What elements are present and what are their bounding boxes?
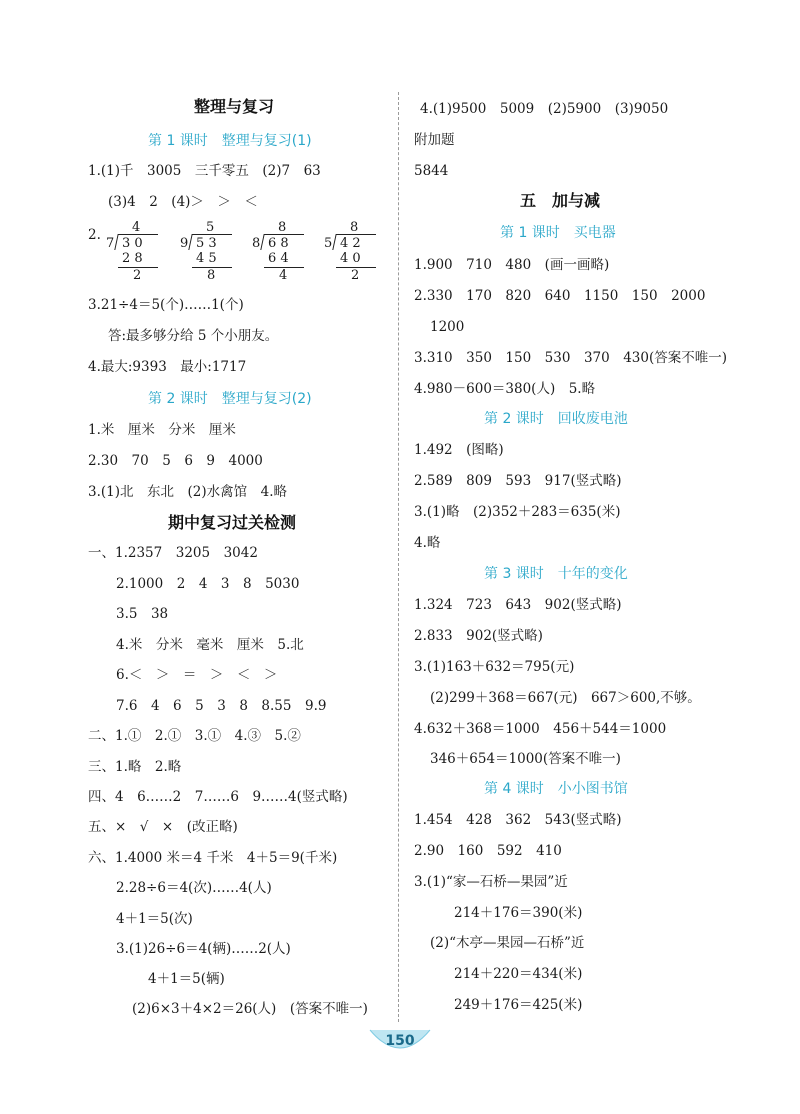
- answer-line: (2)6×3＋4×2＝26(人) (答案不唯一): [132, 1001, 368, 1017]
- answer-line: 2.28÷6＝4(次)……4(人): [116, 880, 272, 896]
- quotient: 5: [206, 220, 215, 235]
- answer-line: 3.(1)北 东北 (2)水禽馆 4.略: [88, 484, 288, 500]
- divisor: 9: [180, 236, 189, 251]
- answer-line: 4.略: [414, 535, 441, 551]
- division-bar: [118, 234, 158, 235]
- answer-line: 4.632＋368＝1000 456＋544＝1000: [414, 721, 667, 737]
- divisor: 5: [324, 236, 333, 251]
- answer-line: 5844: [414, 163, 449, 179]
- divisor: 7: [106, 236, 115, 251]
- answer-line: 1.492 (图略): [414, 442, 504, 458]
- answer-line: (2)299＋368＝667(元) 667＞600,不够。: [430, 690, 701, 706]
- answer-line: (3)4 2 (4)＞ ＞ ＜: [108, 194, 258, 210]
- answer-line: 3.(1)略 (2)352＋283＝635(米): [414, 504, 621, 520]
- section-title-midterm: 期中复习过关检测: [168, 513, 297, 532]
- answer-line: 214＋176＝390(米): [454, 905, 583, 921]
- answer-line: 2.30 70 5 6 9 4000: [88, 453, 263, 469]
- answer-line: 4＋1＝5(辆): [148, 971, 225, 987]
- dividend: 3 0: [122, 236, 143, 251]
- answer-line: 3.310 350 150 530 370 430(答案不唯一): [414, 350, 728, 366]
- answer-line: 214＋220＝434(米): [454, 966, 583, 982]
- answer-line: 1.(1)千 3005 三千零五 (2)7 63: [88, 163, 321, 179]
- division-bracket: [114, 234, 119, 250]
- lesson-title-1: 第 1 课时 买电器: [500, 225, 616, 241]
- long-division: [106, 220, 166, 286]
- quotient: 8: [278, 220, 287, 235]
- answer-line: 一、1.2357 3205 3042: [88, 545, 258, 561]
- division-bar: [336, 234, 376, 235]
- section-title-review: 整理与复习: [194, 97, 275, 116]
- answer-line: 4.最大:9393 最小:1717: [88, 359, 247, 375]
- answer-line: 1.900 710 480 (画一画略): [414, 257, 610, 273]
- division-bracket: [260, 234, 265, 250]
- answer-line: 3.(1)26÷6＝4(辆)……2(人): [116, 941, 291, 957]
- answer-line: 2.1000 2 4 3 8 5030: [116, 576, 300, 592]
- answer-line: 3.21÷4＝5(个)……1(个): [88, 297, 244, 313]
- answer-line: 4.米 分米 毫米 厘米 5.北: [116, 637, 304, 653]
- divisor: 8: [252, 236, 261, 251]
- division-bar: [192, 234, 232, 235]
- answer-line: 4.980－600＝380(人) 5.略: [414, 381, 596, 397]
- answer-line: 2.589 809 593 917(竖式略): [414, 473, 622, 489]
- answer-line: 3.5 38: [116, 606, 169, 622]
- answer-line: 2.833 902(竖式略): [414, 628, 543, 644]
- answer-line: 2.90 160 592 410: [414, 843, 562, 859]
- answer-line: 二、1.① 2.① 3.① 4.③ 5.②: [88, 728, 301, 744]
- answer-line: 4.(1)9500 5009 (2)5900 (3)9050: [420, 101, 669, 117]
- long-division: [324, 220, 384, 286]
- division-bar: [264, 234, 304, 235]
- page-number-badge: [368, 1026, 432, 1060]
- column-divider: [398, 92, 399, 1022]
- lesson-title-2: 第 2 课时 回收废电池: [484, 411, 628, 427]
- lesson-title-review-2: 第 2 课时 整理与复习(2): [148, 391, 312, 407]
- dividend: 4 2: [340, 236, 361, 251]
- lesson-title-4: 第 4 课时 小小图书馆: [484, 781, 628, 797]
- answer-line: 3.(1)163＋632＝795(元): [414, 659, 575, 675]
- section-title-add-subtract: 五 加与减: [520, 191, 601, 210]
- answer-label: 2.: [88, 227, 101, 243]
- answer-line: 三、1.略 2.略: [88, 759, 182, 775]
- answer-line: 四、4 6……2 7……6 9……4(竖式略): [88, 789, 348, 805]
- answer-line: 2.330 170 820 640 1150 150 2000: [414, 288, 706, 304]
- division-bracket: [332, 234, 337, 250]
- dividend: 6 8: [268, 236, 289, 251]
- extra-question-title: 附加题: [414, 132, 455, 148]
- dividend: 5 3: [196, 236, 217, 251]
- long-division: [180, 220, 240, 286]
- product: 4 0: [340, 251, 361, 266]
- remainder: 2: [351, 268, 360, 283]
- answer-line: 答:最多够分给 5 个小朋友。: [108, 328, 279, 344]
- lesson-title-3: 第 3 课时 十年的变化: [484, 566, 628, 582]
- answer-line: 六、1.4000 米＝4 千米 4＋5＝9(千米): [88, 850, 338, 866]
- answer-line: 249＋176＝425(米): [454, 997, 583, 1013]
- remainder: 8: [207, 268, 216, 283]
- product: 2 8: [122, 251, 143, 266]
- quotient: 8: [350, 220, 359, 235]
- lesson-title-review-1: 第 1 课时 整理与复习(1): [148, 133, 312, 149]
- answer-line: 6.＜ ＞ ＝ ＞ ＜ ＞: [116, 667, 278, 683]
- remainder: 2: [133, 268, 142, 283]
- answer-line: 1.454 428 362 543(竖式略): [414, 812, 622, 828]
- answer-line: 五、× √ × (改正略): [88, 819, 238, 835]
- answer-line: 1.324 723 643 902(竖式略): [414, 597, 622, 613]
- page-number: 150: [385, 1033, 415, 1049]
- long-division: [252, 220, 312, 286]
- answer-line: 1200: [430, 319, 465, 335]
- quotient: 4: [132, 220, 141, 235]
- remainder: 4: [279, 268, 288, 283]
- answer-line: (2)“木亭—果园—石桥”近: [430, 935, 585, 951]
- answer-line: 4＋1＝5(次): [116, 911, 193, 927]
- answer-line: 7.6 4 6 5 3 8 8.55 9.9: [116, 698, 327, 714]
- answer-line: 346＋654＝1000(答案不唯一): [430, 751, 621, 767]
- answer-line: 3.(1)“家—石桥—果园”近: [414, 874, 568, 890]
- answer-line: 1.米 厘米 分米 厘米: [88, 422, 236, 438]
- division-bracket: [188, 234, 193, 250]
- product: 6 4: [268, 251, 289, 266]
- product: 4 5: [196, 251, 217, 266]
